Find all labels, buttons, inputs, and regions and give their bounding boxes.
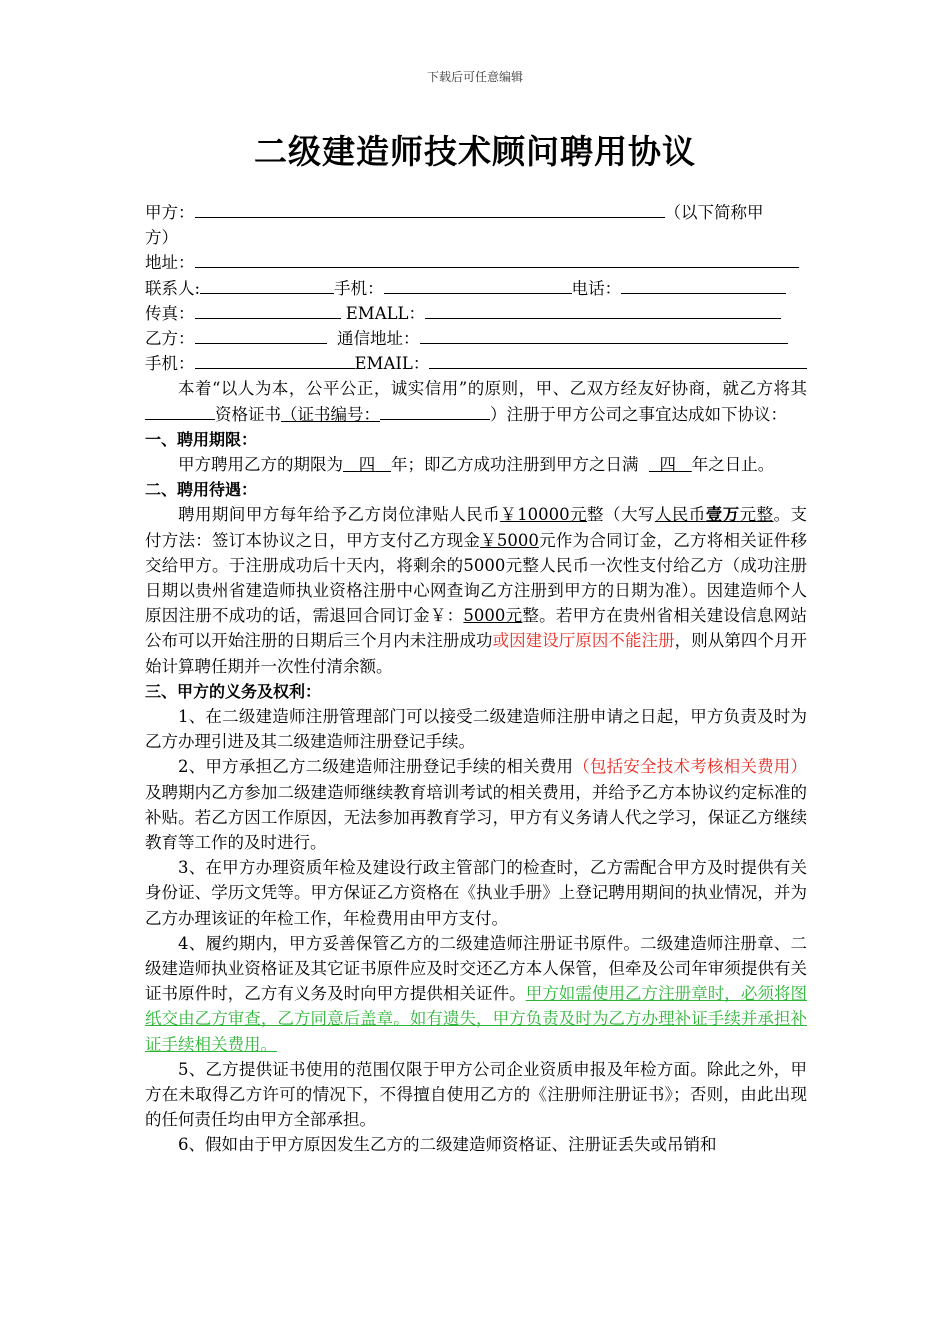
party-a-blank — [195, 200, 665, 218]
intro-paragraph: 本着“以人为本，公平公正，诚实信用”的原则，甲、乙双方经友好协商，就乙方将其资格证书（证书编号： ）注册于甲方公司之事宜达成如下协议： — [145, 376, 807, 426]
fax-line: 传真： EMALL： — [145, 301, 807, 326]
address-blank — [195, 250, 799, 268]
party-a-line-cont: 方） — [145, 228, 178, 248]
section-1-heading: 一、聘用期限： — [145, 429, 258, 449]
section-2-text: 聘用期间甲方每年给予乙方岗位津贴人民币￥10000元整（大写人民币壹万元整。支付方法：签订本协议之日，甲方支付乙方现金￥5000元作为合同订金，乙方将相关证件移交给甲方。于注册成功后十天内，将剩余的5000元整人民币一次性支付给乙方（成功注册日期以贵州省建造师执业资格注册中心网查询乙方注册到甲方的日期为准）。因建造师个人原因注册不成功的话，需退回合同订金￥：5000元整。若甲方在贵州省相关建设信息网站公布可以开始注册的日期后三个月内未注册成功或因建设厅原因不能注册，则从第四个月开始计算聘任期并一次性付清余额。 — [145, 505, 808, 676]
section-3-item-2: 2、甲方承担乙方二级建造师注册登记手续的相关费用（包括安全技术考核相关费用）及聘期内乙方参加二级建造师继续教育培训考试的相关费用，并给予乙方本协议约定标准的补贴。若乙方因工作原因，无法参加再教育学习，甲方有义务请人代之学习，保证乙方继续教育等工作的及时进行。 — [145, 757, 807, 852]
section-1-text: 甲方聘用乙方的期限为 四 年；即乙方成功注册到甲方之日满 四 年之日止。 — [178, 454, 775, 474]
document-title: 二级建造师技术顾问聘用协议 — [254, 132, 696, 171]
party-b-line: 乙方： 通信地址： — [145, 326, 807, 351]
header-note: 下载后可任意编辑 — [426, 70, 523, 84]
party-a-line: 甲方： （以下简称甲 — [145, 200, 807, 225]
section-3-item-6: 6、假如由于甲方原因发生乙方的二级建造师资格证、注册证丢失或吊销和 — [178, 1135, 717, 1155]
section-3-item-5: 5、乙方提供证书使用的范围仅限于甲方公司企业资质申报及年检方面。除此之外，甲方在未取得乙方许可的情况下，不得擅自使用乙方的《注册师注册证书》；否则，由此出现的任何责任均由甲方全部承担。 — [145, 1059, 807, 1130]
contact-line: 联系人: 手机： 电话： — [145, 276, 807, 301]
section-3-item-1: 1、在二级建造师注册管理部门可以接受二级建造师注册申请之日起，甲方负责及时为乙方办理引进及其二级建造师注册登记手续。 — [145, 706, 807, 752]
section-2-heading: 二、聘用待遇： — [145, 480, 258, 500]
section-3-item-3: 3、在甲方办理资质年检及建设行政主管部门的检查时，乙方需配合甲方及时提供有关身份证、学历文凭等。甲方保证乙方资格在《执业手册》上登记聘用期间的执业情况，并为乙方办理该证的年检工作，年检费用由甲方支付。 — [145, 858, 807, 928]
document-body — [145, 200, 807, 1158]
mobile-line: 手机： EMAIL： — [145, 351, 807, 376]
section-3-item-4: 4、履约期内，甲方妥善保管乙方的二级建造师注册证书原件。二级建造师注册章、二级建造师执业资格证及其它证书原件应及时交还乙方本人保管，但牵及公司年审须提供有关证书原件时，乙方有义务及时向甲方提供相关证件。甲方如需使用乙方注册章时，必须将图纸交由乙方审查，乙方同意后盖章。如有遗失，甲方负责及时为乙方办理补证手续并承担补证手续相关费用。 — [145, 933, 808, 1054]
section-3-heading: 三、甲方的义务及权利： — [145, 681, 322, 701]
address-line: 地址： — [145, 250, 807, 275]
